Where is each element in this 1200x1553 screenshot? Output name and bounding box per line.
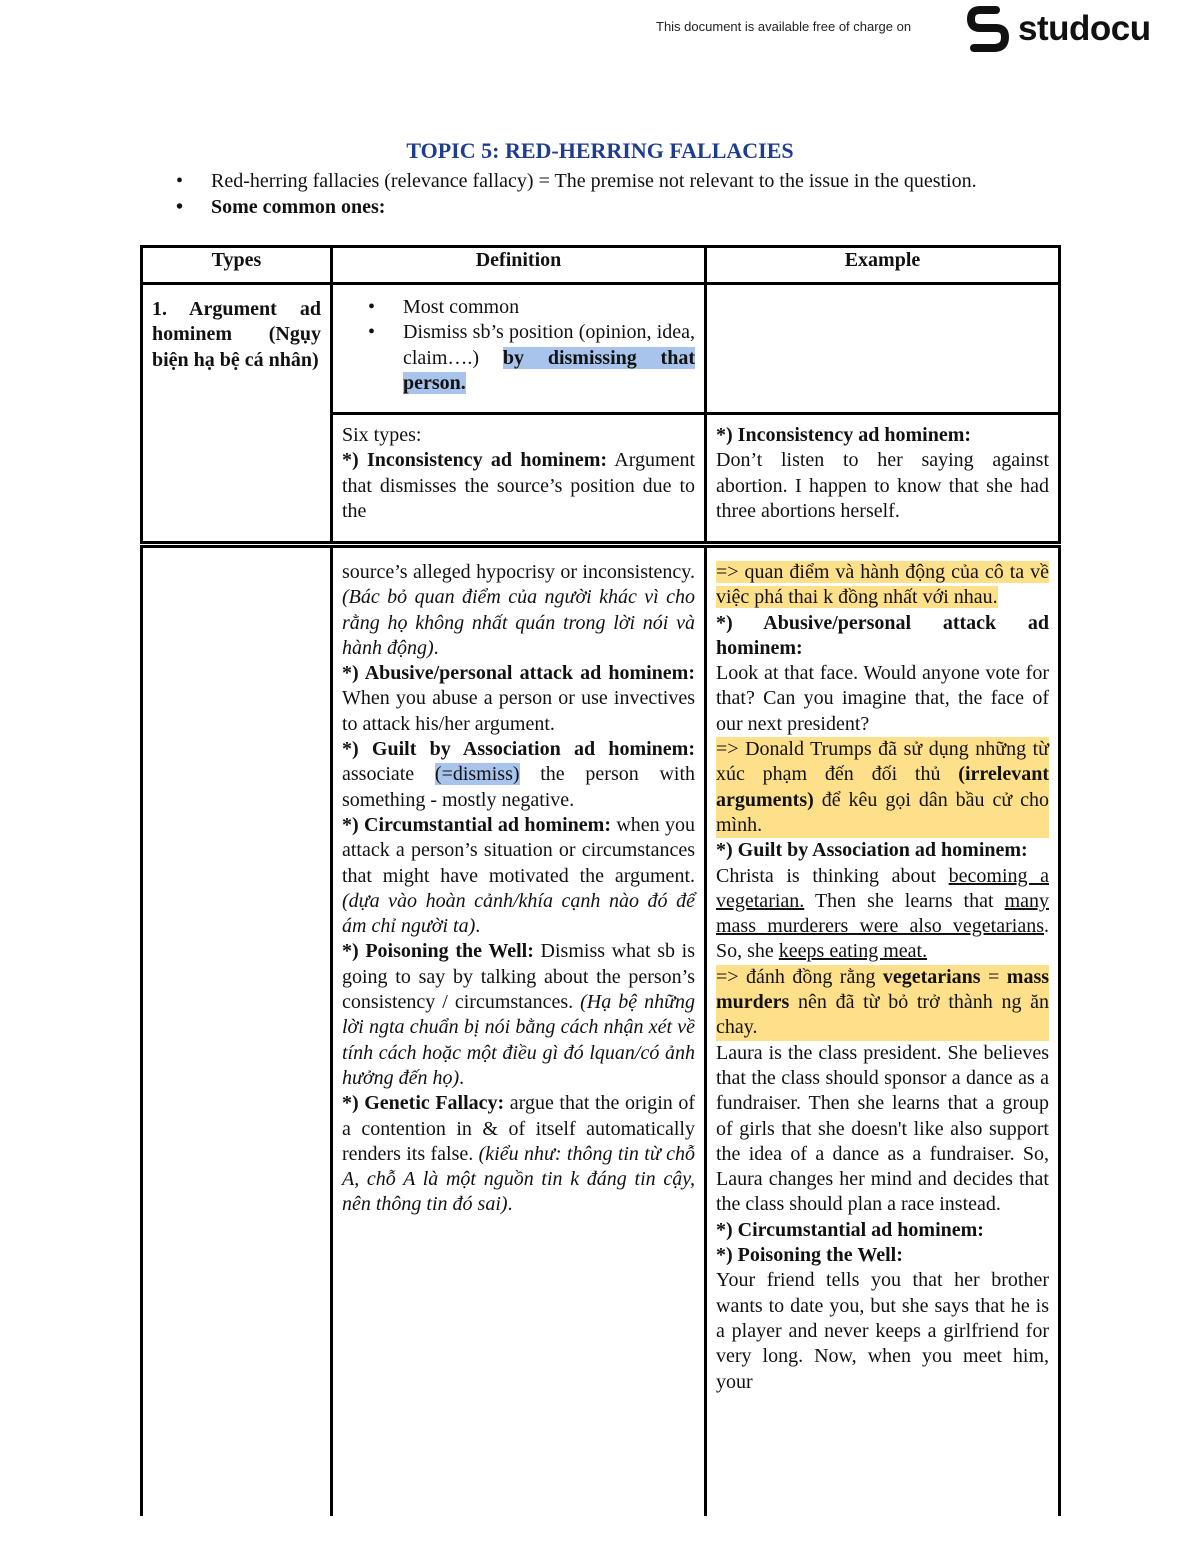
abusive-heading: *) Abusive/personal attack ad hominem: (342, 662, 695, 685)
definition-continued: source’s alleged hypocrisy or inconsistency. (Bác bỏ quan điểm của người khác vì cho rằng họ không nhất quán trong lời nói và hành động). *) Abusive/personal attack ad hominem: When you abuse a person or use invectives to attack his/her argument. *) Guilt by Association ad hominem: associate (=dismiss) the person with something - mostly negative. *) Circumstantial ad hominem: when you attack a person’s situation or circumstances that might have motivated the argument. (dựa vào hoàn cảnh/khía cạnh nào đó để ám chỉ người ta). *) Poisoning the Well: Dismiss what sb is going to say by talking about the person’s consistency / circumstances. (Hạ bệ những lời ngta chuẩn bị nói bằng cách nhận xét về tính cách hoặc một điều gì đó lquan/có ảnh hưởng đến họ). *) Genetic Fallacy: argue that the origin of a contention in & of itself automatically renders its false. (kiểu như: thông tin từ chỗ A, chỗ A là một nguồn tin k đáng tin cậy, nên thông tin đó sai). (342, 561, 696, 1216)
example-inconsistency-block (707, 423, 1058, 524)
inconsistency-vietnamese: (Bác bỏ quan điểm của người khác vì cho rằng họ không nhất quán trong lời nói và hành động) (342, 586, 695, 659)
six-types-block (333, 423, 704, 524)
guilt-definition-start: associate (342, 763, 415, 786)
genetic-vietnamese: (kiểu như: thông tin từ chỗ A, chỗ A là một nguồn tin k đáng tin cậy, nên thông tin đó sai) (342, 1142, 696, 1216)
circumstantial-vietnamese: (dựa vào hoàn cảnh/khía cạnh nào đó để ám chỉ người ta) (342, 889, 695, 938)
six-types-label: Six types: (342, 424, 422, 446)
example-laura-text: Laura is the class president. She believes that the class should sponsor a dance as a fundraiser. Then she learns that a group of girls that she doesn't like also support the idea of a dance as a fundraiser. So, Laura changes her mind and decides that the class should plan a race instead. (716, 1041, 1049, 1216)
guilt-heading: *) Guilt by Association ad hominem: (342, 738, 695, 761)
type-cell-continued (142, 547, 332, 1517)
header-example: Example (706, 247, 1060, 284)
page-title: TOPIC 5: RED-HERRING FALLACIES (406, 138, 794, 163)
genetic-heading: *) Genetic Fallacy: (342, 1092, 505, 1115)
example-inconsistency-text: Don’t listen to her saying against abortion. I happen to know that she had three abortions herself. (716, 449, 1049, 522)
def-bullet-most-common: • Most common (333, 295, 695, 320)
genetic-definition: argue that the origin of a contention in & of itself automatically renders its false. (342, 1092, 695, 1165)
example-guilt-text: Christa is thinking about becoming a vegetarian. Then she learns that many mass murderers were also vegetarians. So, she keeps eating meat. (716, 864, 1050, 963)
poisoning-heading: *) Poisoning the Well: (342, 940, 534, 963)
intro-bullet-definition: • Red-herring fallacies (relevance fallacy) = The premise not relevant to the issue in the question. (176, 168, 1006, 194)
intro-bullet-common: • Some common ones: (176, 194, 1006, 220)
example-poisoning-text: Your friend tells you that her brother wants to date you, but she says that he is a player and never keeps a girlfriend for very long. Now, when you meet him, your (716, 1269, 1049, 1393)
poisoning-definition: Dismiss what sb is going to say by talking about the person’s consistency / circumstances. (342, 940, 696, 1014)
example-inconsistency-vietnamese: => quan điểm và hành động của cô ta về việc phá thai k đồng nhất với nhau. (716, 561, 1049, 609)
type-argument-ad-hominem: 1. Argument ad hominem (Ngụy biện hạ bệ cá nhân) (152, 298, 321, 371)
example-abusive-text: Look at that face. Would anyone vote for that? Can you imagine that, the face of our next president? (716, 662, 1049, 735)
def-bullet-highlight: by dismissing that person. (403, 346, 696, 394)
example-guilt-vietnamese: => đánh đồng rằng vegetarians = mass murders nên đã từ bỏ trở thành ng ăn chay. (716, 965, 1049, 1041)
def-bullet-dismiss: • Dismiss sb’s position (opinion, idea, claim….) by dismissing that person. (333, 320, 695, 396)
abusive-definition: When you abuse a person or use invectives to attack his/her argument. (342, 687, 695, 735)
header-definition: Definition (332, 247, 706, 284)
inconsistency-heading: *) Inconsistency ad hominem: (342, 449, 608, 472)
example-abusive-heading: *) Abusive/personal attack ad hominem: (716, 611, 1049, 659)
fallacy-table-part-2 (140, 545, 1061, 1516)
studocu-logo[interactable] (966, 6, 1151, 52)
example-abusive-vietnamese: => Donald Trumps đã sử dụng những từ xúc phạm đến đối thủ (irrelevant arguments) để kêu gọi dân bầu cử cho mình. (716, 737, 1049, 838)
circumstantial-heading: *) Circumstantial ad hominem: (342, 813, 611, 836)
guilt-definition-highlight: (=dismiss) (434, 763, 520, 786)
fallacy-table-part-1 (140, 245, 1061, 544)
header-types: Types (142, 247, 332, 284)
example-guilt-heading: *) Guilt by Association ad hominem: (716, 839, 1028, 862)
example-poisoning-heading: *) Poisoning the Well: (716, 1244, 903, 1267)
example-circumstantial-heading: *) Circumstantial ad hominem: (716, 1218, 984, 1241)
poisoning-vietnamese: (Hạ bệ những lời ngta chuẩn bị nói bằng cách nhận xét về tính cách hoặc một điều gì đó lquan/có ảnh hưởng đến họ) (342, 991, 696, 1089)
inconsistency-definition-start: Argument that dismisses the source’s position due to the (342, 449, 695, 522)
example-continued (707, 560, 1058, 1395)
studocu-logo-icon (966, 6, 1012, 52)
inconsistency-definition-end: source’s alleged hypocrisy or inconsistency. (342, 561, 695, 583)
header-note: This document is available free of charge on (656, 19, 912, 34)
guilt-definition-end: the person with something - mostly negative. (342, 763, 695, 811)
studocu-logo-text: studocu (1018, 9, 1151, 48)
intro-bullets (176, 168, 1006, 220)
definition-bullets (333, 295, 704, 396)
circumstantial-definition: when you attack a person’s situation or circumstances that might have motivated the argument. (342, 813, 695, 887)
example-inconsistency-heading: *) Inconsistency ad hominem: (716, 424, 972, 446)
